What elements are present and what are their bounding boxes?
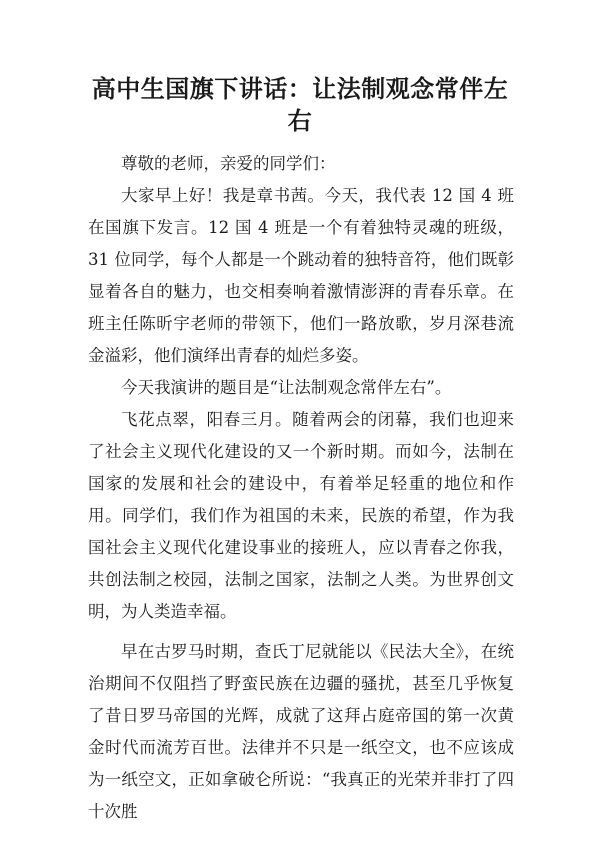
salutation-paragraph: 尊敬的老师，亲爱的同学们： bbox=[121, 154, 336, 173]
body-paragraph: 早在古罗马时期，查氏丁尼就能以《民法大全》，在统治期间不仅阻挡了野蛮民族在边疆的骚扰，甚至几乎恢复了昔日罗马帝国的光辉，成就了这拜占庭帝国的第一次黄金时代而流芳百世。法律并不只是一纸空文，也不应该成为一纸空文，正如拿破仑所说：“我真正的光荣并非打了四十次胜 bbox=[88, 642, 514, 821]
document-title: 高中生国旗下讲话：让法制观念常伴左右 bbox=[91, 74, 509, 135]
body-paragraph: 大家早上好！我是章书茜。今天，我代表 12 国 4 班在国旗下发言。12 国 4 班是一个有着独特灵魂的班级，31 位同学，每个人都是一个跳动着的独特音符，他们既彰显着各自的魅力，也交相奏响着激情澎湃的青春乐章。在班主任陈昕宇老师的带领下，他们一路放歌，岁月深巷流金溢彩，他们演绎出青春的灿烂多姿。 bbox=[88, 186, 514, 365]
body-paragraph: 飞花点翠，阳春三月。随着两会的闭幕，我们也迎来了社会主义现代化建设的又一个新时期。而如今，法制在国家的发展和社会的建设中，有着举足轻重的地位和作用。同学们，我们作为祖国的未来，民族的希望，作为我国社会主义现代化建设事业的接班人，应以青春之你我，共创法制之校园，法制之国家，法制之人类。为世界创文明，为人类造幸福。 bbox=[88, 410, 514, 621]
document-body bbox=[88, 148, 514, 828]
body-paragraph: 今天我演讲的题目是“让法制观念常伴左右”。 bbox=[121, 378, 452, 397]
